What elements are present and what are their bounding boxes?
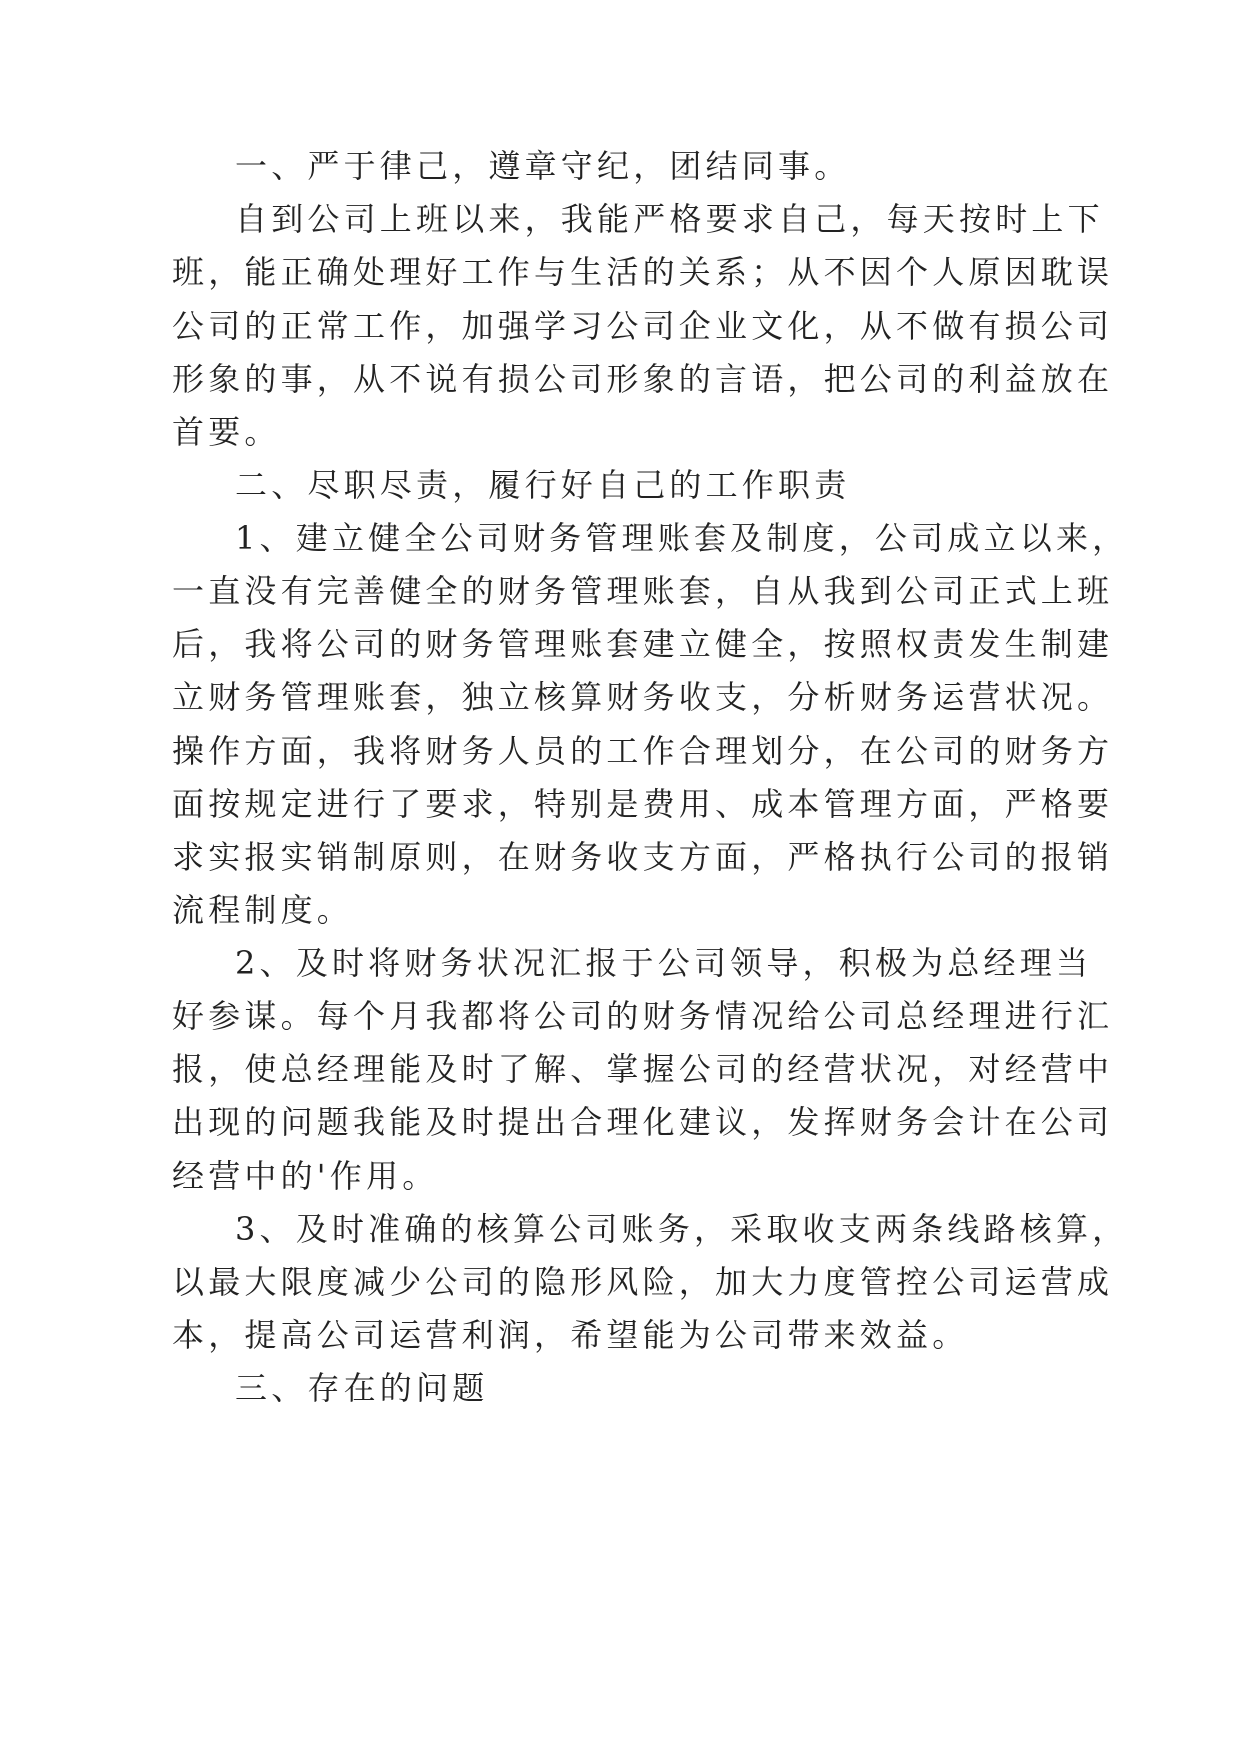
paragraph-line: 自到公司上班以来，我能严格要求自己，每天按时上下 — [235, 200, 1104, 238]
section-heading-3: 三、存在的问题 — [235, 1369, 489, 1407]
paragraph-line: 立财务管理账套，独立核算财务收支，分析财务运营状况。 — [172, 678, 1114, 716]
paragraph-line: 后，我将公司的财务管理账套建立健全，按照权责发生制建 — [172, 625, 1114, 663]
paragraph-line: 面按规定进行了要求，特别是费用、成本管理方面，严格要 — [172, 785, 1114, 823]
paragraph-line: 公司的正常工作，加强学习公司企业文化，从不做有损公司 — [172, 307, 1114, 345]
paragraph-line: 1、建立健全公司财务管理账套及制度，公司成立以来， — [235, 519, 1129, 557]
paragraph-line: 操作方面，我将财务人员的工作合理划分，在公司的财务方 — [172, 732, 1114, 770]
paragraph-line: 本，提高公司运营利润，希望能为公司带来效益。 — [172, 1316, 969, 1354]
paragraph-line: 求实报实销制原则，在财务收支方面，严格执行公司的报销 — [172, 838, 1114, 876]
section-heading-1: 一、严于律己，遵章守纪，团结同事。 — [235, 147, 851, 185]
paragraph-line: 报，使总经理能及时了解、掌握公司的经营状况，对经营中 — [172, 1050, 1114, 1088]
paragraph-line: 3、及时准确的核算公司账务，采取收支两条线路核算， — [235, 1210, 1129, 1248]
paragraph-line: 一直没有完善健全的财务管理账套，自从我到公司正式上班 — [172, 572, 1114, 610]
paragraph-line: 流程制度。 — [172, 891, 354, 929]
section-heading-2: 二、尽职尽责，履行好自己的工作职责 — [235, 466, 851, 504]
paragraph-line: 以最大限度减少公司的隐形风险，加大力度管控公司运营成 — [172, 1263, 1114, 1301]
paragraph-line: 经营中的'作用。 — [172, 1157, 439, 1195]
paragraph-line: 形象的事，从不说有损公司形象的言语，把公司的利益放在 — [172, 360, 1114, 398]
paragraph-line: 好参谋。每个月我都将公司的财务情况给公司总经理进行汇 — [172, 997, 1114, 1035]
paragraph-line: 出现的问题我能及时提出合理化建议，发挥财务会计在公司 — [172, 1103, 1114, 1141]
paragraph-line: 2、及时将财务状况汇报于公司领导，积极为总经理当 — [235, 944, 1093, 982]
paragraph-line: 班，能正确处理好工作与生活的关系；从不因个人原因耽误 — [172, 253, 1114, 291]
paragraph-line: 首要。 — [172, 413, 281, 451]
